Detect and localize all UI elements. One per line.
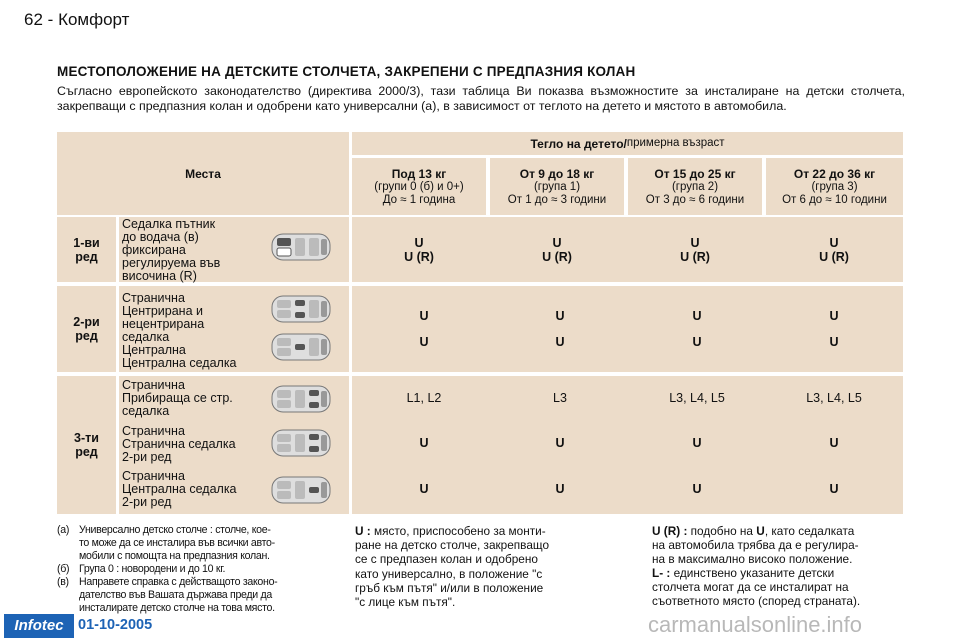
row-label-cell-1 — [57, 217, 116, 282]
legend-l-term: L- : — [652, 566, 671, 580]
column-header-2 — [628, 158, 762, 215]
places-label: Места — [185, 166, 221, 181]
weight-header-bold: Тегло на детето/ — [530, 136, 627, 151]
legend-u-text: място, приспособено за монти- ране на детско столче, закрепващо се с предпазен колан и одобрено като универсално, в положение "с гръб към пътя" и/или в положение "с лице към пътя". — [355, 524, 550, 610]
seat-description: Странична Странична седалка 2-ри ред — [122, 424, 236, 464]
column-weight: От 9 до 18 кг — [519, 166, 595, 181]
car-seat-diagram-icon — [271, 428, 331, 458]
row-label-cell-3 — [57, 376, 116, 514]
column-group: (група 1) — [533, 180, 581, 193]
legend-u-term: U : — [355, 524, 371, 538]
column-header-0 — [352, 158, 486, 215]
table-cell-value: L3, L4, L5 — [669, 391, 725, 405]
legend-l-text: единствено указаните детски столчета могат да се инсталират на съответното място (според страната). — [652, 566, 861, 609]
brand-logo: Infotec — [4, 614, 74, 638]
legend-ur-text: , като седалката на автомобила трябва да е регулира- на в максимално високо положение. — [652, 524, 859, 567]
row-label: 2-ри ред — [73, 315, 100, 343]
values-cell-2 — [352, 286, 903, 372]
seat-description: Седалка пътник до водача (в) фиксирана регулируема във височина (R) — [122, 217, 221, 283]
footnote-text: Група 0 : новородени и до 10 кг. — [79, 563, 226, 575]
footnote — [57, 563, 337, 576]
car-seat-diagram-icon — [271, 384, 331, 414]
table-cell-value: U — [419, 482, 429, 496]
seat-description: Странична Центрирана и нецентрирана седалка — [122, 291, 205, 344]
table-cell-value: U — [692, 482, 702, 496]
column-weight: От 15 до 25 кг — [654, 166, 736, 181]
car-seat-diagram-icon — [271, 475, 331, 505]
footnote-mark: (б) — [57, 563, 70, 575]
column-weight: От 22 до 36 кг — [793, 166, 876, 181]
table-cell-value: U — [555, 436, 565, 450]
table-cell-value: U — [692, 309, 702, 323]
column-age: От 1 до ≈ 3 години — [507, 193, 607, 206]
row-label-cell-2 — [57, 286, 116, 372]
legend-ur-term: U (R) : — [652, 524, 688, 538]
seat-description: Централна Централна седалка — [122, 343, 237, 370]
row-label: 3-ти ред — [74, 431, 99, 459]
section-title: Комфорт — [58, 10, 130, 29]
weight-header-cell — [352, 132, 903, 155]
table-cell-value: U U (R) — [680, 236, 710, 264]
table-cell-value: U U (R) — [819, 236, 849, 264]
column-group: (група 3) — [811, 180, 858, 193]
seat-description: Странична Централна седалка 2-ри ред — [122, 469, 237, 509]
column-weight: Под 13 кг — [391, 166, 447, 181]
table-cell-value: U — [555, 482, 565, 496]
car-seat-diagram-icon — [271, 332, 331, 362]
weight-header-rest: примерна възраст — [626, 137, 725, 149]
footnote-mark: (в) — [57, 576, 69, 588]
column-age: До ≈ 1 година — [382, 193, 456, 206]
places-header-cell — [57, 132, 349, 215]
car-seat-diagram-icon — [271, 232, 331, 262]
column-header-3 — [766, 158, 903, 215]
table-cell-value: U — [555, 335, 565, 349]
table-cell-value: U U (R) — [404, 236, 434, 264]
document-date: 01-10-2005 — [78, 617, 153, 633]
legend-l — [652, 566, 907, 609]
seat-description: Странична Прибираща се стр. седалка — [122, 378, 233, 418]
table-cell-value: U — [419, 309, 429, 323]
column-group: (група 2) — [671, 180, 719, 193]
intro-paragraph: Съгласно европейското законодателство (директива 2000/3), тази таблица Ви показва възможностите за инсталиране на детски столчета, закрепващи с предпазния колан и одобрени като универсални (a), в зависимост от теглото на детето и мястото в автомобила. — [57, 84, 905, 113]
legend-u — [355, 524, 605, 609]
table-cell-value: U — [419, 436, 429, 450]
table-cell-value: L1, L2 — [406, 391, 442, 405]
watermark: carmanualsonline.info — [648, 612, 863, 637]
column-age: От 6 до ≈ 10 години — [782, 193, 887, 206]
table-cell-value: L3 — [553, 391, 567, 405]
footnote-mark: (а) — [57, 524, 70, 536]
table-cell-value: U — [692, 335, 702, 349]
row-label: 1-ви ред — [73, 235, 100, 264]
footnote — [57, 576, 337, 614]
column-age: От 3 до ≈ 6 години — [645, 193, 745, 206]
car-seat-diagram-icon — [271, 294, 331, 324]
footnote — [57, 524, 337, 562]
table-cell-value: U — [419, 335, 429, 349]
table-cell-value: U — [829, 309, 839, 323]
legend-ur — [652, 524, 907, 567]
table-cell-value: U — [829, 335, 839, 349]
column-group: (групи 0 (б) и 0+) — [374, 180, 464, 193]
table-cell-value: U — [829, 482, 839, 496]
page-header — [24, 10, 129, 30]
table-cell-value: U — [692, 436, 702, 450]
footnote-text: Универсално детско столче : столче, кое- то може да се инсталира във всички авто- мобили с помощта на предпазния колан. — [79, 524, 275, 562]
document-title: МЕСТОПОЛОЖЕНИЕ НА ДЕТСКИТЕ СТОЛЧЕТА, ЗАКРЕПЕНИ С ПРЕДПАЗНИЯ КОЛАН — [57, 64, 636, 79]
table-cell-value: L3, L4, L5 — [806, 391, 862, 405]
table-cell-value: U U (R) — [542, 236, 572, 264]
footnote-text: Направете справка с действащото законо- дателство във Вашата държава преди да инсталирате детско столче на това място. — [79, 576, 278, 614]
page-separator: - — [47, 10, 54, 29]
table-cell-value: U — [555, 309, 565, 323]
legend-ur-pre: подобно на — [690, 524, 753, 538]
legend-ur-u: U — [756, 524, 765, 538]
table-cell-value: U — [829, 436, 839, 450]
column-header-1 — [490, 158, 624, 215]
page-number: 62 — [24, 10, 43, 29]
